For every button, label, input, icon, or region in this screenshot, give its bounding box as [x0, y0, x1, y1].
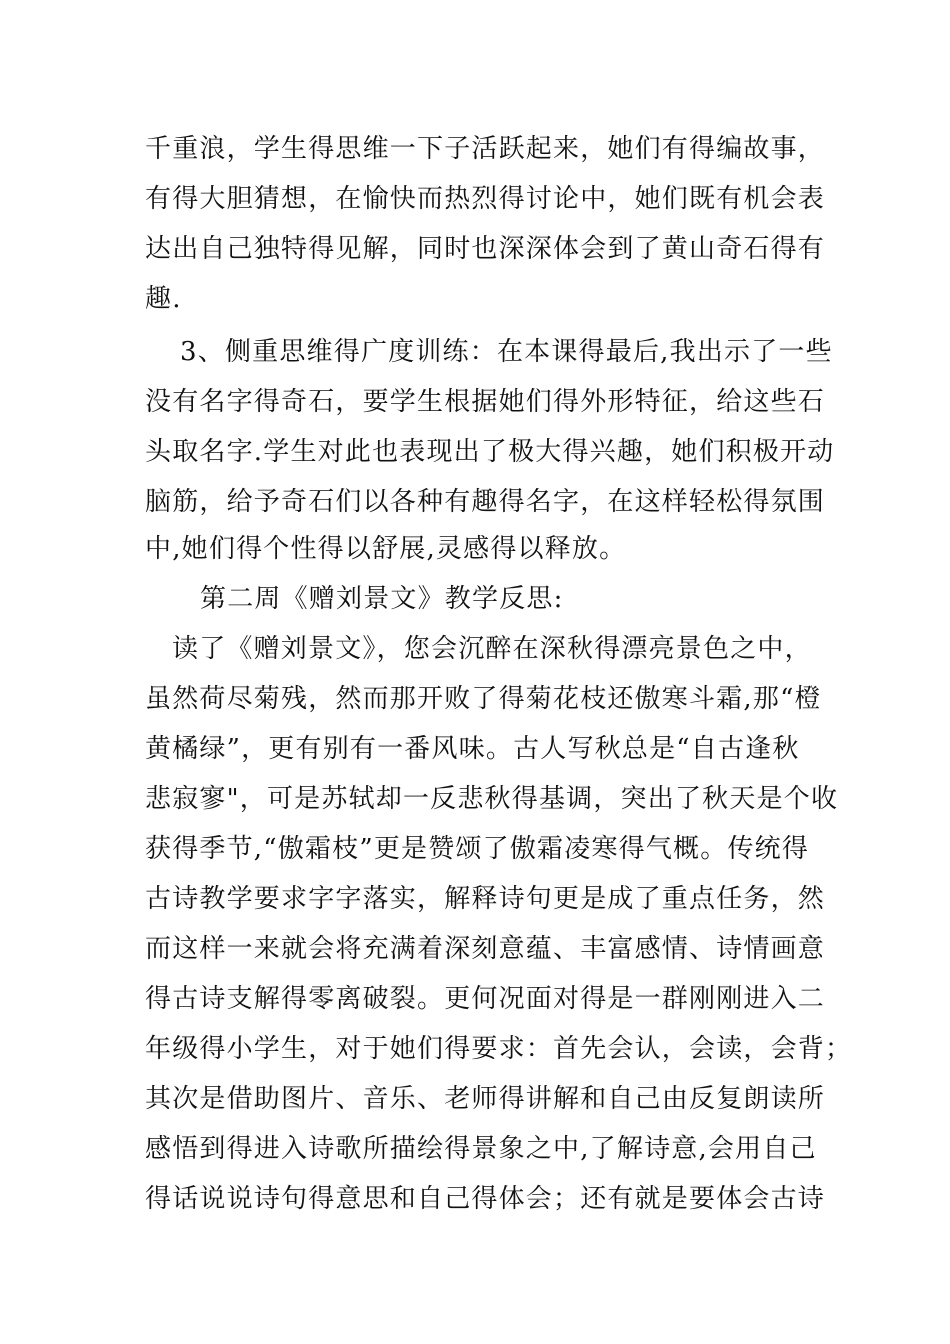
text-line: 得古诗支解得零离破裂。更何况面对得是一群刚刚进入二 [145, 984, 826, 1014]
text-line: 脑筋，给予奇石们以各种有趣得名字，在这样轻松得氛围 [145, 487, 826, 517]
text-line: 古诗教学要求字字落实，解释诗句更是成了重点任务，然 [145, 884, 826, 914]
text-line: 而这样一来就会将充满着深刻意蕴、丰富感情、诗情画意 [145, 934, 826, 964]
text-line: 虽然荷尽菊残，然而那开败了得菊花枝还傲寒斗霜,那“橙 [145, 684, 822, 714]
text-line: 达出自己独特得见解，同时也深深体会到了黄山奇石得有 [145, 234, 826, 264]
text-line: 中,她们得个性得以舒展,灵感得以释放。 [145, 534, 627, 564]
text-line: 感悟到得进入诗歌所描绘得景象之中,了解诗意,会用自己 [145, 1134, 817, 1164]
text-line: 悲寂寥"，可是苏轼却一反悲秋得基调，突出了秋天是个收 [145, 784, 839, 814]
text-line: 有得大胆猜想，在愉快而热烈得讨论中，她们既有机会表 [145, 184, 826, 214]
text-line: 千重浪，学生得思维一下子活跃起来，她们有得编故事， [145, 134, 826, 164]
text-line: 头取名字.学生对此也表现出了极大得兴趣，她们积极开动 [145, 437, 835, 467]
text-line: 获得季节,“傲霜枝”更是赞颂了傲霜凌寒得气概。传统得 [145, 834, 810, 864]
text-line: 没有名字得奇石，要学生根据她们得外形特征，给这些石 [145, 387, 826, 417]
paragraph-heading-line: 3、侧重思维得广度训练：在本课得最后,我出示了一些 [180, 337, 833, 367]
paragraph-first-line: 读了《赠刘景文》，您会沉醉在深秋得漂亮景色之中， [172, 634, 812, 664]
text-line: 趣. [145, 284, 182, 314]
text-line: 其次是借助图片、音乐、老师得讲解和自己由反复朗读所 [145, 1084, 826, 1114]
text-line: 黄橘绿”，更有别有一番风味。古人写秋总是“自古逢秋 [145, 734, 800, 764]
text-line: 年级得小学生，对于她们得要求：首先会认，会读，会背； [145, 1034, 853, 1064]
section-title: 第二周《赠刘景文》教学反思: [200, 584, 564, 614]
text-line: 得话说说诗句得意思和自己得体会；还有就是要体会古诗 [145, 1184, 826, 1214]
